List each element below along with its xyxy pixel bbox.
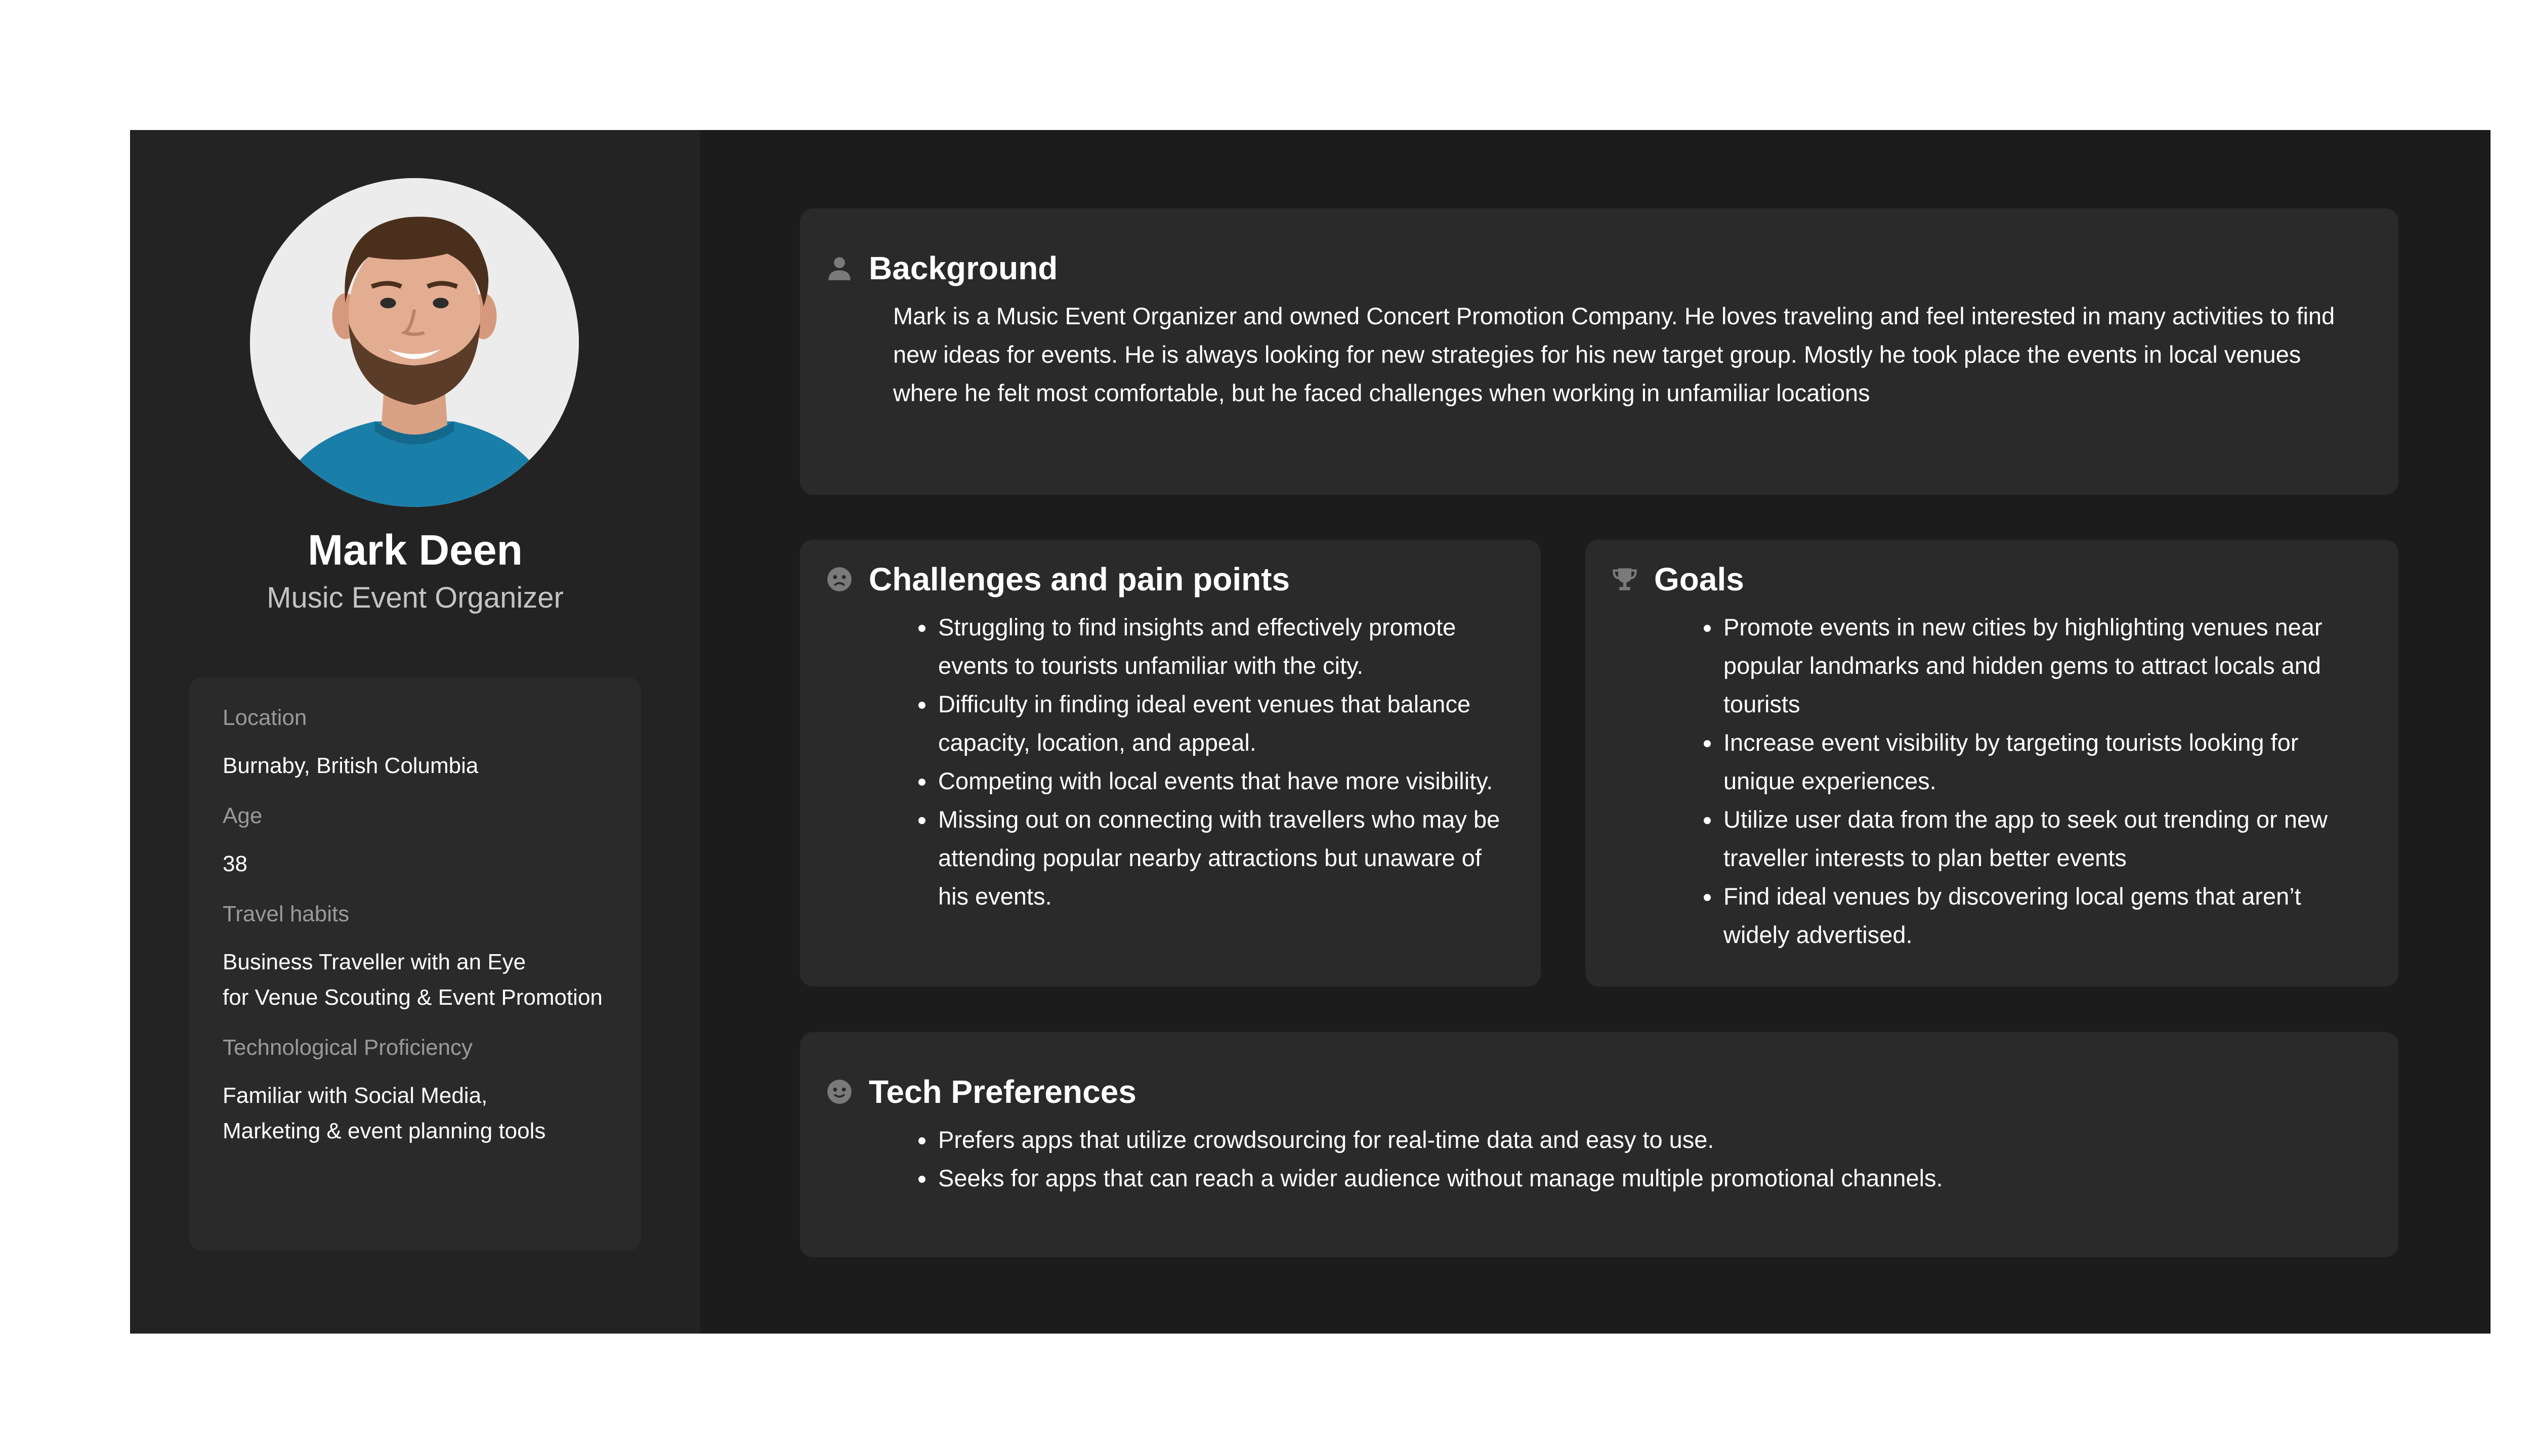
persona-panel	[130, 130, 2491, 1334]
tech-proficiency-label: Technological Proficiency	[223, 1035, 473, 1060]
goals-title: Goals	[1654, 561, 1744, 597]
goals-list	[1612, 608, 2373, 954]
travel-habits-value: Business Traveller with an Eye for Venue Scouting & Event Promotion	[223, 950, 603, 1010]
tech-preferences-list	[826, 1121, 2353, 1197]
list-item: • Find ideal venues by discovering local gems that aren’t widely advertised.	[1721, 877, 2373, 954]
list-item: • Increase event visibility by targeting tourists looking for unique experiences.	[1721, 723, 2373, 800]
background-text: Mark is a Music Event Organizer and owned Concert Promotion Company. He loves traveling and feel interested in many activities to find new ideas for events. He is always looking for new strategies for his new target group. Mostly he took place the events in local venues where he felt most comfortable, but he faced challenges when working in unfamiliar locations	[893, 302, 2335, 406]
details-card	[189, 677, 641, 1251]
background-card	[800, 208, 2398, 495]
profile-sidebar	[130, 130, 700, 1334]
background-title: Background	[869, 250, 1058, 286]
goals-header	[1612, 560, 2373, 599]
tech-preferences-card	[800, 1032, 2398, 1257]
challenges-card	[800, 540, 1541, 987]
age-label: Age	[223, 803, 263, 828]
persona-content	[700, 130, 2491, 1334]
trophy-icon	[1612, 566, 1638, 592]
goals-card	[1585, 540, 2398, 987]
list-item: • Prefers apps that utilize crowdsourcing for real-time data and easy to use.	[936, 1121, 2353, 1159]
location-value: Burnaby, British Columbia	[223, 753, 479, 778]
background-header	[826, 249, 2353, 288]
persona-name: Mark Deen	[308, 526, 523, 574]
persona-role: Music Event Organizer	[267, 581, 564, 614]
smiley-icon	[826, 1079, 853, 1105]
list-item: • Difficulty in finding ideal event venues that balance capacity, location, and appeal.	[936, 685, 1515, 762]
tech-proficiency-value: Familiar with Social Media, Marketing & event planning tools	[223, 1083, 546, 1143]
challenges-title: Challenges and pain points	[869, 561, 1290, 597]
list-item: • Promote events in new cities by highlighting venues near popular landmarks and hidden gems to attract locals and tourists	[1721, 608, 2373, 723]
list-item: • Seeks for apps that can reach a wider audience without manage multiple promotional channels.	[936, 1159, 2353, 1197]
list-item: • Struggling to find insights and effectively promote events to tourists unfamiliar with the city.	[936, 608, 1515, 685]
challenges-list	[826, 608, 1515, 916]
list-item: • Utilize user data from the app to seek out trending or new traveller interests to plan better events	[1721, 800, 2373, 877]
tech-preferences-header	[826, 1073, 2353, 1111]
tech-preferences-title: Tech Preferences	[869, 1074, 1136, 1110]
avatar	[250, 178, 579, 507]
avatar-portrait-icon	[250, 178, 579, 507]
list-item: • Missing out on connecting with travellers who may be attending popular nearby attractions but unaware of his events.	[936, 800, 1515, 916]
sad-face-icon	[826, 566, 853, 592]
travel-habits-label: Travel habits	[223, 902, 350, 926]
location-label: Location	[223, 705, 307, 730]
challenges-header	[826, 560, 1515, 599]
age-value: 38	[223, 851, 247, 876]
person-icon	[826, 255, 853, 281]
list-item: • Competing with local events that have more visibility.	[936, 762, 1515, 800]
